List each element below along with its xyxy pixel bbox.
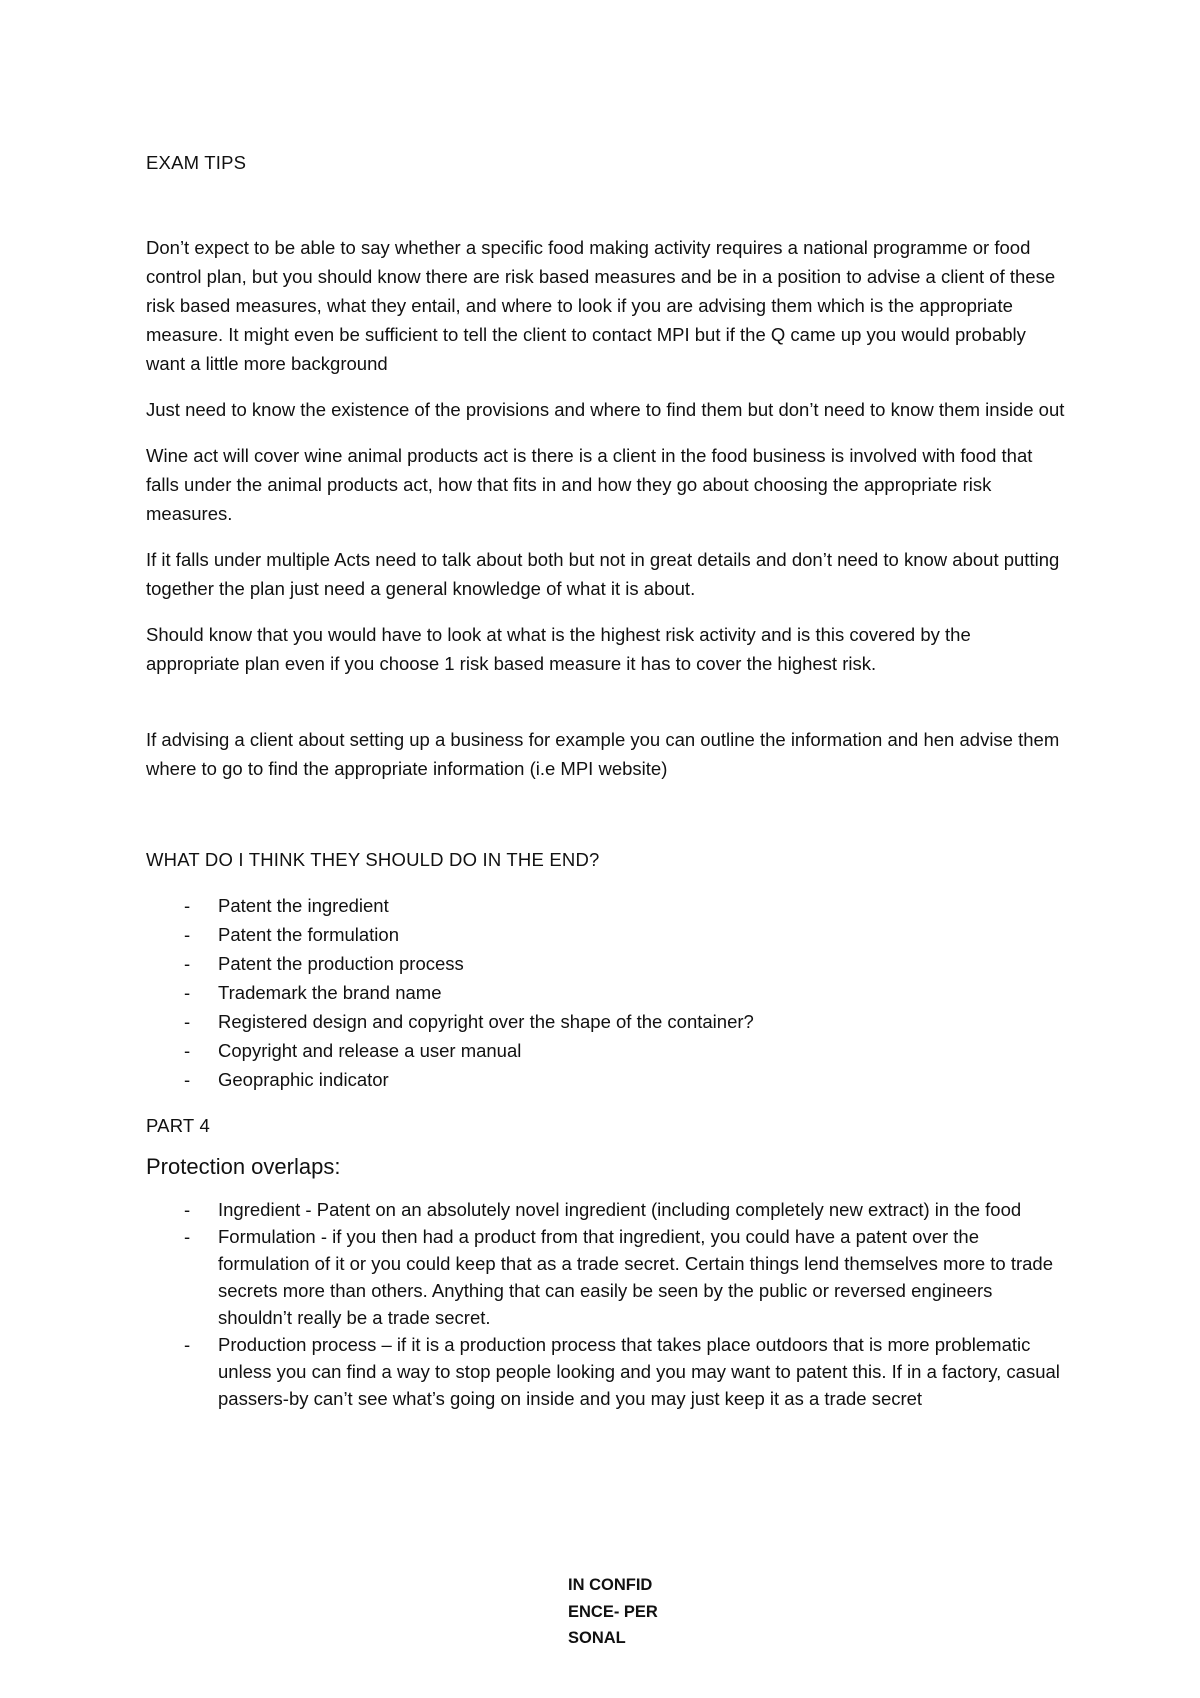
exam-tips-heading: EXAM TIPS <box>146 152 247 173</box>
spacer <box>146 695 1066 725</box>
paragraph-risk-measures: Don’t expect to be able to say whether a specific food making activity requires a national programme or food control plan, but you should know there are risk based measures and be in a position to advise a client of these risk based measures, what they entail, and where to look if you are advising them which is the appropriate measure. It might even be sufficient to tell the client to contact MPI but if the Q came up you would probably want a little more background <box>146 237 1056 374</box>
list-item: - Patent the ingredient <box>146 891 1066 920</box>
paragraph-advising-client: If advising a client about setting up a business for example you can outline the information and hen advise them where to go to find the appropriate information (i.e MPI website) <box>146 729 1060 779</box>
paragraph-wine-act: Wine act will cover wine animal products act is there is a client in the food business is involved with food that falls under the animal products act, how that fits in and how they go about choosing the appropriate risk measures. <box>146 445 1033 524</box>
document-body <box>146 148 1066 1412</box>
list-item: - Geopraphic indicator <box>146 1065 1066 1094</box>
spacer <box>146 800 1066 845</box>
recommendation-list <box>146 891 1066 1094</box>
spacer <box>146 177 1066 233</box>
spacer <box>146 1094 1066 1111</box>
list-item: - Registered design and copyright over the shape of the container? <box>146 1007 1066 1036</box>
list-item: - Ingredient - Patent on an absolutely novel ingredient (including completely new extract) in the food <box>146 1196 1066 1223</box>
protection-overlaps-list <box>146 1196 1066 1412</box>
list-item: - Formulation - if you then had a product from that ingredient, you could have a patent over the formulation of it or you could keep that as a trade secret. Certain things lend themselves more to trade secrets more than others. Anything that can easily be seen by the public or reversed engineers shouldn’t really be a trade secret. <box>146 1223 1066 1331</box>
list-item: - Production process – if it is a production process that takes place outdoors that is more problematic unless you can find a way to stop people looking and you may want to patent this. If in a factory, casual passers-by can’t see what’s going on inside and you may just keep it as a trade secret <box>146 1331 1066 1412</box>
paragraph-provisions: Just need to know the existence of the provisions and where to find them but don’t need to know them inside out <box>146 399 1065 420</box>
list-item: - Trademark the brand name <box>146 978 1066 1007</box>
paragraph-highest-risk: Should know that you would have to look at what is the highest risk activity and is this covered by the appropriate plan even if you choose 1 risk based measure it has to cover the highest risk. <box>146 624 971 674</box>
list-item: - Copyright and release a user manual <box>146 1036 1066 1065</box>
confidential-footer-label: IN CONFIDENCE- PERSONAL <box>568 1576 658 1647</box>
list-item: - Patent the formulation <box>146 920 1066 949</box>
paragraph-multiple-acts: If it falls under multiple Acts need to talk about both but not in great details and don’t need to know about putting together the plan just need a general knowledge of what it is about. <box>146 549 1060 599</box>
protection-overlaps-heading: Protection overlaps: <box>146 1154 341 1179</box>
list-item: - Patent the production process <box>146 949 1066 978</box>
part-label: PART 4 <box>146 1115 210 1136</box>
end-question-heading: WHAT DO I THINK THEY SHOULD DO IN THE END? <box>146 849 600 870</box>
